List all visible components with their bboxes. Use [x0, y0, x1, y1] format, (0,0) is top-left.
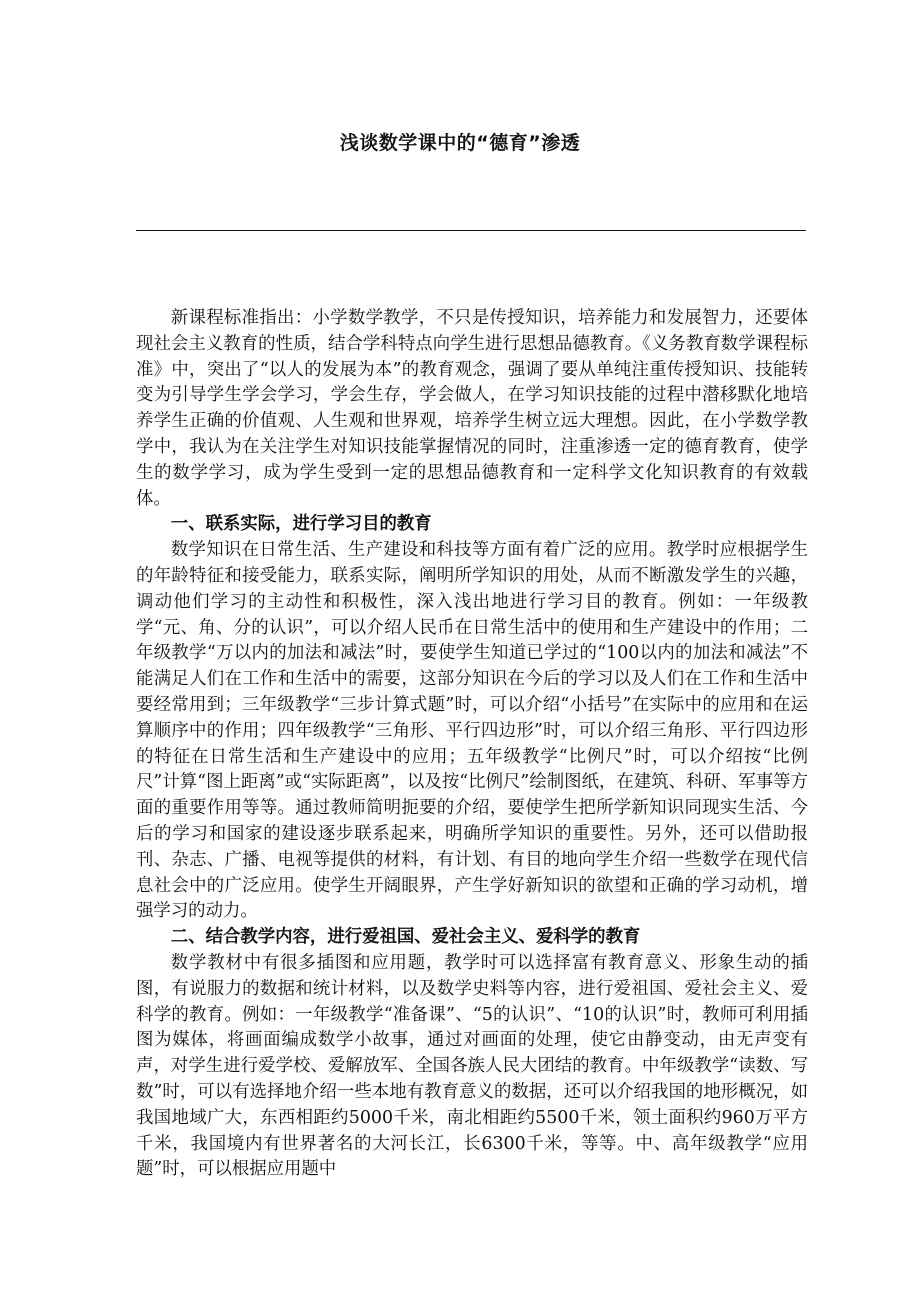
title-divider — [136, 230, 806, 231]
intro-paragraph: 新课程标准指出：小学数学教学，不只是传授知识，培养能力和发展智力，还要体现社会主义教育的性质，结合学科特点向学生进行思想品德教育。《义务教育数学课程标准》中，突出了“以人的发展为本”的教育观念，强调了要从单纯注重传授知识、技能转变为引导学生学会学习，学会生存，学会做人，在学习知识技能的过程中潜移默化地培养学生正确的价值观、人生观和世界观，培养学生树立远大理想。因此，在小学数学教学中，我认为在关注学生对知识技能掌握情况的同时，注重渗透一定的德育教育，使学生的数学学习，成为学生受到一定的思想品德教育和一定科学文化知识教育的有效载体。 — [136, 308, 808, 509]
section-heading-2: 二、结合教学内容，进行爱祖国、爱社会主义、爱科学的教育 — [170, 927, 641, 948]
document-body — [136, 306, 808, 1183]
section-body-2: 数学教材中有很多插图和应用题，教学时可以选择富有教育意义、形象生动的插图，有说服力的数据和统计材料，以及数学史料等内容，进行爱祖国、爱社会主义、爱科学的教育。例如：一年级教学“准备课”、“5的认识”、“10的认识”时，教师可利用插图为媒体，将画面编成数学小故事，通过对画面的处理，使它由静变动，由无声变有声，对学生进行爱学校、爱解放军、全国各族人民大团结的教育。中年级教学“读数、写数”时，可以有选择地介绍一些本地有教育意义的数据，还可以介绍我国的地形概况，如我国地域广大，东西相距约5000千米，南北相距约5500千米，领土面积约960万平方千米，我国境内有世界著名的大河长江，长6300千米，等等。中、高年级教学“应用题”时，可以根据应用题中 — [136, 952, 808, 1180]
section-body-1: 数学知识在日常生活、生产建设和科技等方面有着广泛的应用。教学时应根据学生的年龄特征和接受能力，联系实际，阐明所学知识的用处，从而不断激发学生的兴趣，调动他们学习的主动性和积极性，深入浅出地进行学习目的教育。例如：一年级教学“元、角、分的认识”，可以介绍人民币在日常生活中的使用和生产建设中的作用；二年级教学“万以内的加法和减法”时，要使学生知道已学过的“100以内的加法和减法”不能满足人们在工作和生活中的需要，这部分知识在今后的学习以及人们在工作和生活中要经常用到；三年级教学“三步计算式题”时，可以介绍“小括号”在实际中的应用和在运算顺序中的作用；四年级教学“三角形、平行四边形”时，可以介绍三角形、平行四边形的特征在日常生活和生产建设中的应用；五年级教学“比例尺”时，可以介绍按“比例尺”计算“图上距离”或“实际距离”，以及按“比例尺”绘制图纸，在建筑、科研、军事等方面的重要作用等等。通过教师简明扼要的介绍，要使学生把所学新知识同现实生活、今后的学习和国家的建设逐步联系起来，明确所学知识的重要性。另外，还可以借助报刊、杂志、广播、电视等提供的材料，有计划、有目的地向学生介绍一些数学在现代信息社会中的广泛应用。使学生开阔眼界，产生学好新知识的欲望和正确的学习动机，增强学习的动力。 — [136, 540, 808, 922]
section-heading-1: 一、联系实际，进行学习目的教育 — [170, 514, 432, 535]
document-title: 浅谈数学课中的“德育”渗透 — [339, 132, 581, 154]
